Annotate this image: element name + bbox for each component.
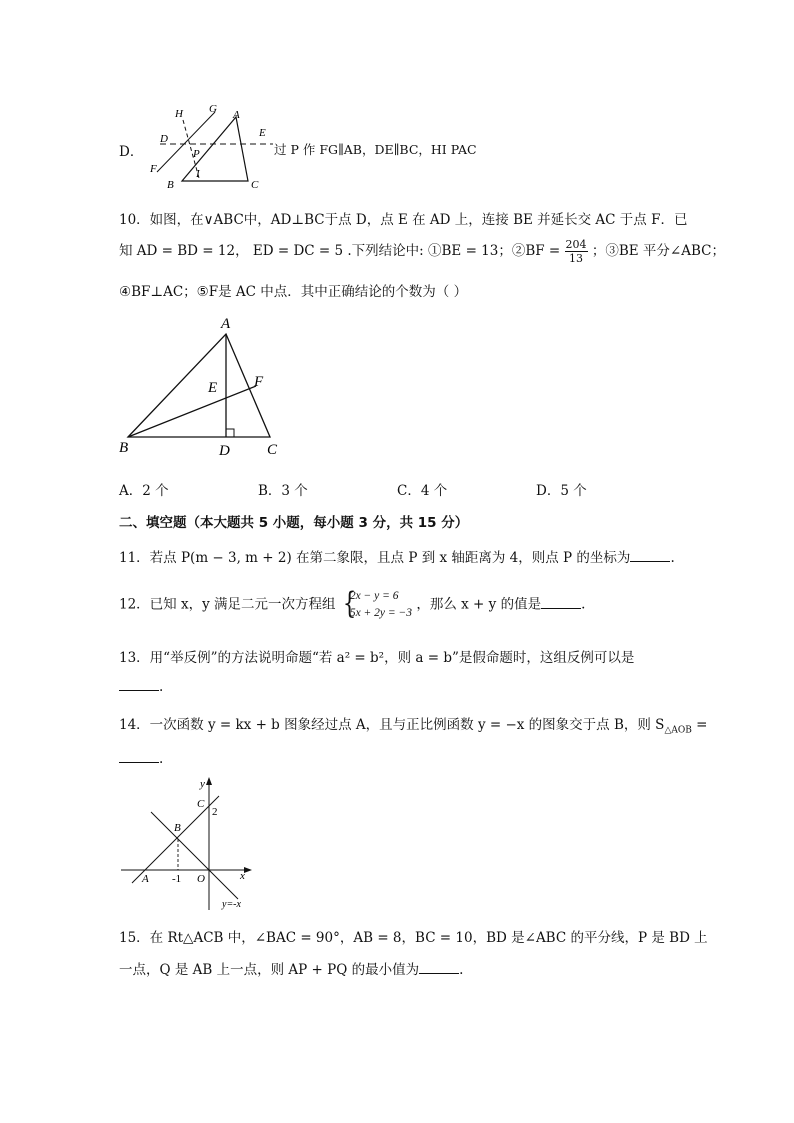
- q13-line2: [119, 678, 163, 695]
- q10-option-d[interactable]: D．5 个: [536, 483, 587, 499]
- q15-line2: [119, 958, 463, 978]
- q14-label-x: x: [240, 870, 245, 882]
- q14-label-fn: y=-x: [222, 899, 241, 910]
- q9-label-h: H: [175, 108, 183, 120]
- q11-answer-blank[interactable]: [630, 549, 670, 562]
- q11-line: [119, 546, 675, 566]
- q9-label-a: A: [233, 109, 240, 121]
- q9-option-d-text: 过 P 作 FG∥AB，DE∥BC，HI PAC: [274, 142, 477, 157]
- q14-line1: [119, 713, 707, 736]
- q12-equation-system: [340, 588, 412, 622]
- q10-line2-a: 知 AD = BD = 12， ED = DC = 5 .下列结论中: ①BE = 13；②BF =: [119, 243, 561, 259]
- q14-eq: =: [691, 717, 708, 733]
- q10-fraction-den: 13: [569, 252, 584, 265]
- q14-label-o: O: [197, 873, 205, 885]
- q10-label-a: A: [221, 316, 231, 332]
- q10-label-e: E: [208, 380, 218, 396]
- q12-eq1: 2x − y = 6: [349, 590, 399, 602]
- q9-label-c: C: [251, 179, 259, 191]
- q14-subscript: △AOB: [664, 725, 692, 736]
- q15-text: 一点，Q 是 AB 上一点，则 AP + PQ 的最小值为: [119, 962, 420, 978]
- q13-end: .: [159, 679, 164, 695]
- q10-option-c[interactable]: C．4 个: [397, 483, 448, 499]
- q14-text: 14．一次函数 y = kx + b 图象经过点 A，且与正比例函数 y = −x 的图象交于点 B，则 S: [119, 717, 665, 733]
- q10-line3: ④BF⊥AC；⑤F是 AC 中点．其中正确结论的个数为（ ）: [119, 284, 468, 300]
- q13-line1: 13．用“举反例”的方法说明命题“若 a² = b²，则 a = b”是假命题时，这组反例可以是: [119, 650, 635, 666]
- q10-fraction-num: 204: [565, 238, 587, 251]
- q14-label-b: B: [174, 822, 181, 834]
- q14-label-2: 2: [212, 806, 218, 818]
- q12-brace: {: [342, 586, 357, 621]
- q10-option-a[interactable]: A．2 个: [119, 483, 169, 499]
- q10-line1: 10．如图，在∨ABC中，AD⊥BC于点 D，点 E 在 AD 上，连接 BE 并延长交 AC 于点 F．已: [119, 212, 688, 228]
- q9-label-i: I: [196, 168, 200, 180]
- q14-label-a: A: [142, 873, 149, 885]
- q9-label-g: G: [209, 103, 217, 115]
- q12-eq2: 5x + 2y = −3: [349, 607, 413, 619]
- q9-option-d-label: D．: [119, 144, 144, 160]
- q14-line2: [119, 750, 163, 767]
- q9-figure: [145, 100, 275, 192]
- q14-label-c: C: [197, 798, 205, 810]
- q10-label-c: C: [267, 442, 278, 458]
- q14-label-y: y: [200, 778, 205, 790]
- q15-end: .: [459, 962, 464, 978]
- q11-text: 11．若点 P(m − 3, m + 2) 在第二象限，且点 P 到 x 轴距离为 4，则点 P 的坐标为: [119, 550, 631, 566]
- q9-label-d: D: [160, 133, 168, 145]
- q12-text: 12．已知 x，y 满足二元一次方程组: [119, 596, 336, 613]
- q9-label-e: E: [259, 127, 266, 139]
- section-fill-in-title: 二、填空题（本大题共 5 小题，每小题 3 分，共 15 分）: [119, 515, 469, 531]
- q10-label-f: F: [254, 374, 264, 390]
- q14-figure: [118, 775, 258, 915]
- q10-label-d: D: [219, 443, 230, 459]
- q9-label-f: F: [150, 163, 157, 175]
- q12-answer-blank[interactable]: [541, 596, 581, 609]
- q10-fraction: [565, 238, 588, 265]
- q11-end: .: [670, 550, 675, 566]
- q15-line1: 15．在 Rt△ACB 中，∠BAC = 90°，AB = 8，BC = 10，BD 是∠ABC 的平分线，P 是 BD 上: [119, 930, 708, 946]
- q14-label-neg1: -1: [172, 873, 182, 885]
- q12-end: .: [581, 596, 586, 613]
- q13-answer-blank[interactable]: [119, 678, 159, 691]
- q12-line: [119, 588, 585, 622]
- q12-text-b: ，那么 x + y 的值是: [416, 596, 542, 613]
- q10-line2: [119, 238, 725, 265]
- q10-figure: [115, 312, 290, 460]
- q10-label-b: B: [119, 440, 129, 456]
- q10-option-b[interactable]: B．3 个: [258, 483, 308, 499]
- q10-line2-b: ；③BE 平分∠ABC；: [591, 243, 725, 259]
- q14-answer-blank[interactable]: [119, 750, 159, 763]
- q9-label-p: P: [193, 148, 200, 160]
- q9-label-b: B: [167, 179, 174, 191]
- q15-answer-blank[interactable]: [419, 961, 459, 974]
- q14-end: .: [159, 751, 164, 767]
